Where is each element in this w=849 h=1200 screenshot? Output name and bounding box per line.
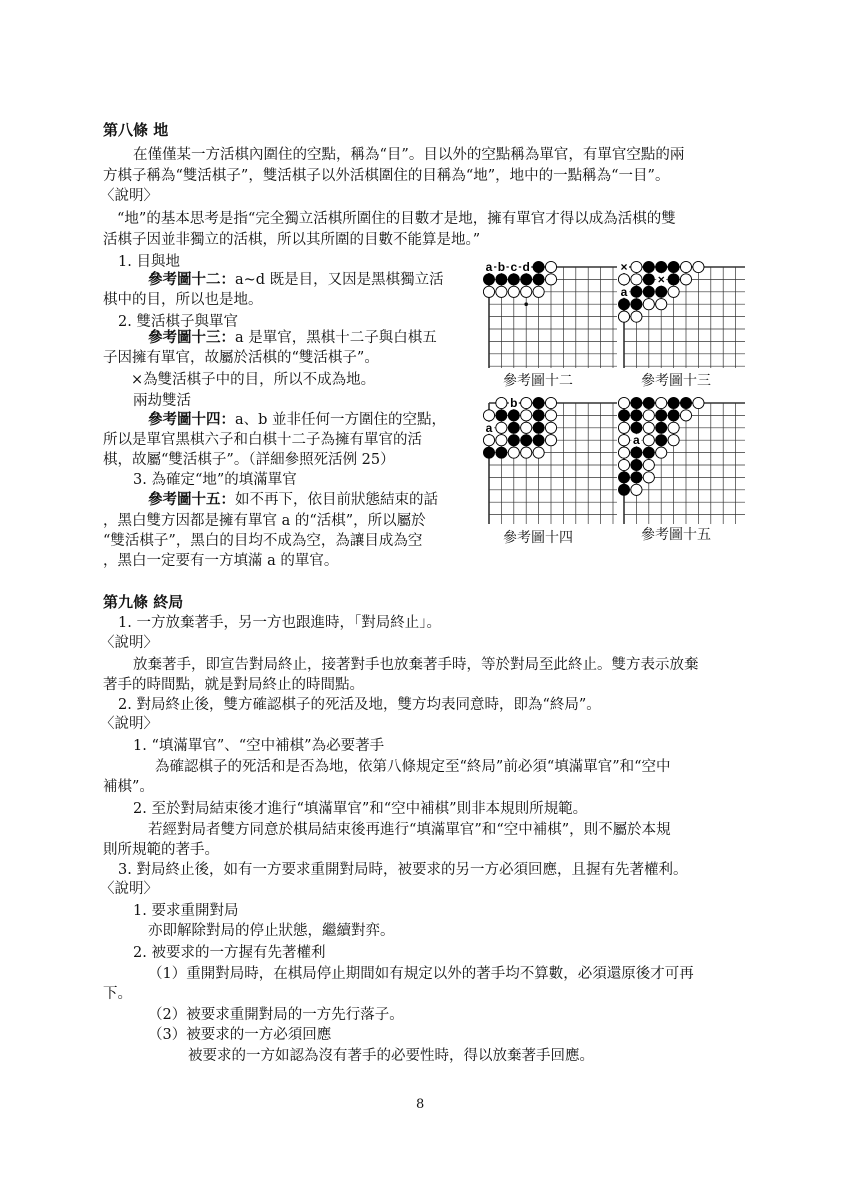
black-stone: [496, 274, 507, 285]
white-stone: [618, 422, 629, 433]
black-stone: [618, 484, 629, 495]
paragraph-line: ×為雙活棋子中的目，所以不成為地。: [131, 372, 376, 388]
white-stone: [618, 311, 629, 322]
white-stone: [545, 274, 556, 285]
point-marker: a: [633, 433, 640, 448]
paragraph-line: 棋中的目，所以也是地。: [103, 292, 263, 308]
black-stone: [508, 422, 519, 433]
black-stone: [643, 447, 654, 458]
white-stone: [643, 435, 654, 446]
figure-ref-text: a~d 既是目，又因是黑棋獨立活: [235, 272, 444, 288]
black-stone: [496, 447, 507, 458]
paragraph-line: 亦即解除對局的停止狀態，繼續對弈。: [148, 923, 395, 939]
black-stone: [483, 274, 494, 285]
black-stone: [631, 459, 642, 470]
board-grid: [489, 403, 617, 524]
black-stone: [521, 435, 532, 446]
black-stone: [656, 286, 667, 297]
black-stone: [508, 410, 519, 421]
white-stone: [643, 472, 654, 483]
white-stone: [631, 311, 642, 322]
diagram-caption-13: 參考圖十三: [641, 373, 711, 389]
white-stone: [668, 286, 679, 297]
white-stone: [496, 397, 507, 408]
subsection-heading: 3. 為確定“地”的填滿單官: [133, 472, 297, 488]
diagram-caption-15: 參考圖十五: [641, 527, 711, 543]
white-stone: [533, 286, 544, 297]
paragraph-line: “地”的基本思考是指“完全獨立活棋所圍住的目數才是地，擁有單官才得以成為活棋的雙: [117, 211, 676, 227]
white-stone: [680, 261, 691, 272]
subsection-heading: 2. 雙活棋子與單官: [118, 314, 238, 330]
white-stone: [508, 286, 519, 297]
point-marker: b: [510, 396, 518, 410]
figure-ref-15: 參考圖十五：: [148, 491, 235, 508]
black-stone: [533, 274, 544, 285]
white-stone: [618, 447, 629, 458]
explanation-label: 〈說明〉: [100, 881, 158, 897]
point-marker: a: [620, 284, 628, 299]
white-stone: [545, 435, 556, 446]
article-9-title: 第九條 終局: [103, 593, 184, 611]
black-stone: [508, 435, 519, 446]
white-stone: [643, 459, 654, 470]
white-stone: [483, 435, 494, 446]
white-stone: [668, 422, 679, 433]
white-stone: [643, 422, 654, 433]
white-stone: [521, 422, 532, 433]
figure-ref-text: a、b 並非任何一方圍住的空點，: [235, 412, 447, 428]
white-stone: [508, 447, 519, 458]
white-stone: [631, 261, 642, 272]
subsection-heading: 1. 要求重開對局: [133, 903, 239, 919]
black-stone: [618, 410, 629, 421]
paragraph-line: “雙活棋子”，黑白的目均不成為空，為讓目成為空: [103, 533, 423, 549]
star-point: [524, 302, 528, 306]
black-stone: [631, 299, 642, 310]
black-stone: [643, 274, 654, 285]
white-stone: [693, 397, 704, 408]
point-marker: d: [522, 260, 530, 274]
explanation-label: 〈說明〉: [100, 188, 158, 204]
black-stone: [618, 472, 629, 483]
white-stone: [656, 447, 667, 458]
white-stone: [496, 286, 507, 297]
white-stone: [656, 397, 667, 408]
black-stone: [643, 261, 654, 272]
white-stone: [618, 274, 629, 285]
article-8-title: 第八條 地: [103, 121, 169, 139]
point-marker: a: [485, 420, 493, 435]
paragraph-line: 則所規範的著手。: [103, 842, 219, 858]
black-stone: [668, 410, 679, 421]
go-diagram-14: [482, 396, 617, 524]
black-stone: [668, 274, 679, 285]
white-stone: [668, 435, 679, 446]
white-stone: [545, 410, 556, 421]
black-stone: [656, 410, 667, 421]
black-stone: [656, 261, 667, 272]
paragraph-line: （1）重開對局時，在棋局停止期間如有規定以外的著手均不算數，必須還原後才可再: [148, 966, 694, 982]
white-stone: [496, 422, 507, 433]
black-stone: [668, 397, 679, 408]
paragraph-line: [148, 490, 438, 510]
clause-item: 2. 對局終止後，雙方確認棋子的死活及地，雙方均表同意時，即為“終局”。: [118, 697, 601, 713]
white-stone: [521, 447, 532, 458]
white-stone: [693, 261, 704, 272]
figure-ref-12: 參考圖十二：: [148, 271, 235, 288]
white-stone: [545, 422, 556, 433]
white-stone: [618, 397, 629, 408]
white-stone: [496, 435, 507, 446]
go-diagram-15: [617, 396, 745, 524]
black-stone: [631, 447, 642, 458]
white-stone: [483, 410, 494, 421]
paragraph-line: 補棋”。: [103, 779, 154, 795]
white-stone: [680, 410, 691, 421]
paragraph-line: 下。: [103, 986, 132, 1002]
paragraph-line: 若經對局者雙方同意於棋局結束後再進行“填滿單官”和“空中補棋”，則不屬於本規: [148, 822, 671, 838]
subsection-heading: 兩劫雙活: [133, 393, 191, 409]
point-marker: ×: [657, 272, 665, 287]
paragraph-line: 棋，故屬“雙活棋子”。（詳細參照死活例 25）: [103, 452, 395, 468]
black-stone: [533, 410, 544, 421]
black-stone: [533, 435, 544, 446]
paragraph-line: 放棄著手，即宣告對局終止，接著對手也放棄著手時，等於對局至此終止。雙方表示放棄: [133, 657, 699, 673]
white-stone: [533, 447, 544, 458]
go-diagram-13: [617, 260, 745, 368]
paragraph-line: （3）被要求的一方必須回應: [148, 1027, 332, 1043]
white-stone: [631, 274, 642, 285]
paragraph-line: 活棋子因並非獨立的活棋，所以其所圍的目數不能算是地。”: [103, 232, 481, 248]
white-stone: [521, 410, 532, 421]
paragraph-line: [148, 328, 437, 348]
white-stone: [521, 286, 532, 297]
paragraph-line: 所以是單官黑棋六子和白棋十二子為擁有單官的活: [103, 432, 422, 448]
black-stone: [631, 286, 642, 297]
explanation-label: 〈說明〉: [100, 716, 158, 732]
paragraph-line: [148, 410, 446, 430]
explanation-label: 〈說明〉: [100, 635, 158, 651]
point-marker: c: [510, 260, 518, 274]
paragraph-line: （2）被要求重開對局的一方先行落子。: [148, 1007, 404, 1023]
white-stone: [643, 299, 654, 310]
black-stone: [508, 274, 519, 285]
black-stone: [483, 447, 494, 458]
clause-item: 3. 對局終止後，如有一方要求重開對局時，被要求的另一方必須回應，且握有先著權利。: [118, 862, 688, 878]
subsection-heading: 2. 被要求的一方握有先著權利: [133, 945, 326, 961]
white-stone: [618, 459, 629, 470]
black-stone: [631, 397, 642, 408]
figure-ref-14: 參考圖十四：: [148, 411, 235, 428]
subsection-heading: 1. “填滿單官”、“空中補棋”為必要著手: [133, 738, 385, 754]
white-stone: [618, 435, 629, 446]
black-stone: [680, 397, 691, 408]
white-stone: [680, 274, 691, 285]
black-stone: [496, 410, 507, 421]
paragraph-line: 為確認棋子的死活和是否為地，依第八條規定至“終局”前必須“填滿單官”和“空中: [155, 759, 671, 775]
black-stone: [643, 397, 654, 408]
black-stone: [533, 422, 544, 433]
clause-item: 1. 一方放棄著手，另一方也跟進時，「對局終止」。: [118, 615, 441, 631]
page-number: 8: [416, 1097, 425, 1112]
black-stone: [643, 286, 654, 297]
go-diagram-12: [482, 260, 617, 368]
paragraph-line: 著手的時間點，就是對局終止的時間點。: [103, 677, 364, 693]
paragraph-line: ，黑白一定要有一方填滿 a 的單官。: [103, 553, 339, 569]
paragraph-line: 被要求的一方如認為沒有著手的必要性時，得以放棄著手回應。: [188, 1048, 594, 1064]
diagram-caption-14: 參考圖十四: [503, 530, 573, 546]
black-stone: [533, 397, 544, 408]
white-stone: [483, 286, 494, 297]
black-stone: [618, 299, 629, 310]
point-marker: b: [497, 260, 506, 274]
subsection-heading: 1. 目與地: [118, 254, 180, 270]
white-stone: [631, 484, 642, 495]
white-stone: [545, 261, 556, 272]
black-stone: [668, 261, 679, 272]
figure-ref-text: a 是單官，黑棋十二子與白棋五: [235, 330, 437, 346]
white-stone: [656, 299, 667, 310]
white-stone: [643, 410, 654, 421]
black-stone: [656, 422, 667, 433]
point-marker: a: [485, 260, 493, 274]
subsection-heading: 2. 至於對局結束後才進行“填滿單官”和“空中補棋”則非本規則所規範。: [133, 801, 588, 817]
paragraph-line: [148, 270, 444, 290]
white-stone: [521, 397, 532, 408]
black-stone: [631, 422, 642, 433]
figure-ref-13: 參考圖十三：: [148, 329, 235, 346]
black-stone: [631, 472, 642, 483]
white-stone: [545, 397, 556, 408]
diagram-caption-12: 參考圖十二: [503, 373, 573, 389]
black-stone: [533, 261, 544, 272]
paragraph-line: ，黑白雙方因都是擁有單官 a 的“活棋”，所以屬於: [103, 513, 426, 529]
black-stone: [631, 410, 642, 421]
black-stone: [656, 435, 667, 446]
paragraph-line: 方棋子稱為“雙活棋子”，雙活棋子以外活棋圍住的目稱為“地”，地中的一點稱為“一目”。: [103, 168, 670, 184]
paragraph-line: 在僅僅某一方活棋內圍住的空點，稱為“目”。目以外的空點稱為單官，有單官空點的兩: [133, 147, 685, 163]
black-stone: [521, 274, 532, 285]
figure-ref-text: 如不再下，依目前狀態結束的話: [235, 492, 438, 508]
paragraph-line: 子因擁有單官，故屬於活棋的“雙活棋子”。: [103, 350, 379, 366]
point-marker: ×: [620, 260, 628, 274]
